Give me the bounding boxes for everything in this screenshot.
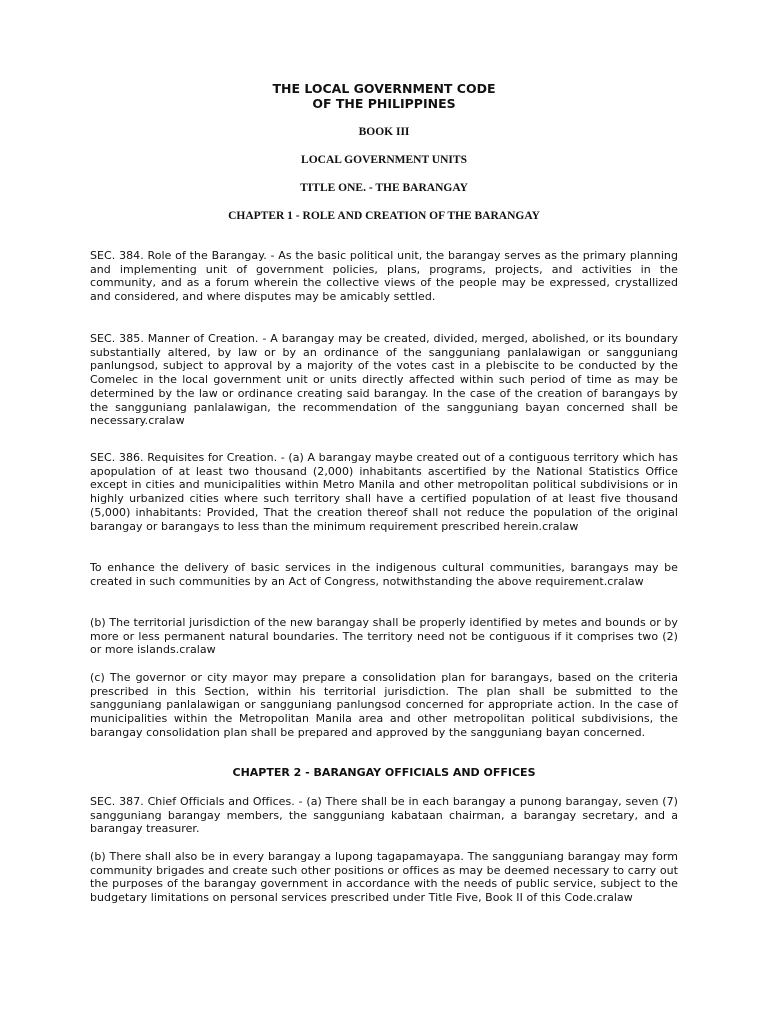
paragraph-sec-386c: (c) The governor or city mayor may prepare a consolidation plan for barangays, based on the criteria prescribed in this Section, within his territorial jurisdiction. The plan shall be submitted to the sangguniang panlalawigan or sangguniang panlungsod concerned for appropriate action. In the case of municipalities within the Metropolitan Manila area and other metropolitan political subdivisions, the barangay consolidation plan shall be prepared and approved by the sangguniang bayan concerned. [90, 671, 678, 739]
paragraph-sec-386b: (b) The territorial jurisdiction of the new barangay shall be properly identified by metes and bounds or by more or less permanent natural boundaries. The territory need not be contiguous if it comprises two (2) or more islands.cralaw [90, 616, 678, 657]
paragraph-sec-385: SEC. 385. Manner of Creation. - A barangay may be created, divided, merged, abolished, or its boundary substantially altered, by law or by an ordinance of the sangguniang panlalawigan or sangguniang panlungsod, subject to approval by a majority of the votes cast in a plebiscite to be conducted by the Comelec in the local government unit or units directly affected within such period of time as may be determined by the law or ordinance creating said barangay. In the case of the creation of barangays by the sangguniang panlalawigan, the recommendation of the sangguniang bayan concerned shall be necessary.cralaw [90, 332, 678, 428]
chapter-2-heading: CHAPTER 2 - BARANGAY OFFICIALS AND OFFICES [232, 766, 536, 779]
paragraph-sec-386a: SEC. 386. Requisites for Creation. - (a) A barangay maybe created out of a contiguous territory which has apopulation of at least two thousand (2,000) inhabitants ascertified by the National Statistics Office except in cities and municipalities within Metro Manila and other metropolitan political subdivisions or in highly urbanized cities where such territory shall have a certified population of at least five thousand (5,000) inhabitants: Provided, That the creation thereof shall not reduce the population of the original barangay or barangays to less than the minimum requirement prescribed herein.cralaw [90, 451, 678, 533]
document-title-line-1: THE LOCAL GOVERNMENT CODE [272, 81, 496, 96]
title-heading: TITLE ONE. - THE BARANGAY [300, 182, 468, 194]
chapter-1-heading: CHAPTER 1 - ROLE AND CREATION OF THE BARANGAY [228, 210, 540, 222]
paragraph-indigenous: To enhance the delivery of basic services in the indigenous cultural communities, barangays may be created in such communities by an Act of Congress, notwithstanding the above requirement.cralaw [90, 561, 678, 588]
document-title-line-2: OF THE PHILIPPINES [312, 96, 456, 111]
book-heading: BOOK III [358, 126, 410, 138]
part-heading: LOCAL GOVERNMENT UNITS [301, 154, 467, 166]
paragraph-sec-387b: (b) There shall also be in every barangay a lupong tagapamayapa. The sangguniang barangay may form community brigades and create such other positions or offices as may be deemed necessary to carry out the purposes of the barangay government in accordance with the needs of public service, subject to the budgetary limitations on personal services prescribed under Title Five, Book II of this Code.cralaw [90, 850, 678, 905]
paragraph-sec-384: SEC. 384. Role of the Barangay. - As the basic political unit, the barangay serves as the primary planning and implementing unit of government policies, plans, programs, projects, and activities in the community, and as a forum wherein the collective views of the people may be expressed, crystallized and considered, and where disputes may be amicably settled. [90, 249, 678, 304]
paragraph-sec-387a: SEC. 387. Chief Officials and Offices. - (a) There shall be in each barangay a punong barangay, seven (7) sangguniang barangay members, the sangguniang kabataan chairman, a barangay secretary, and a barangay treasurer. [90, 795, 678, 836]
